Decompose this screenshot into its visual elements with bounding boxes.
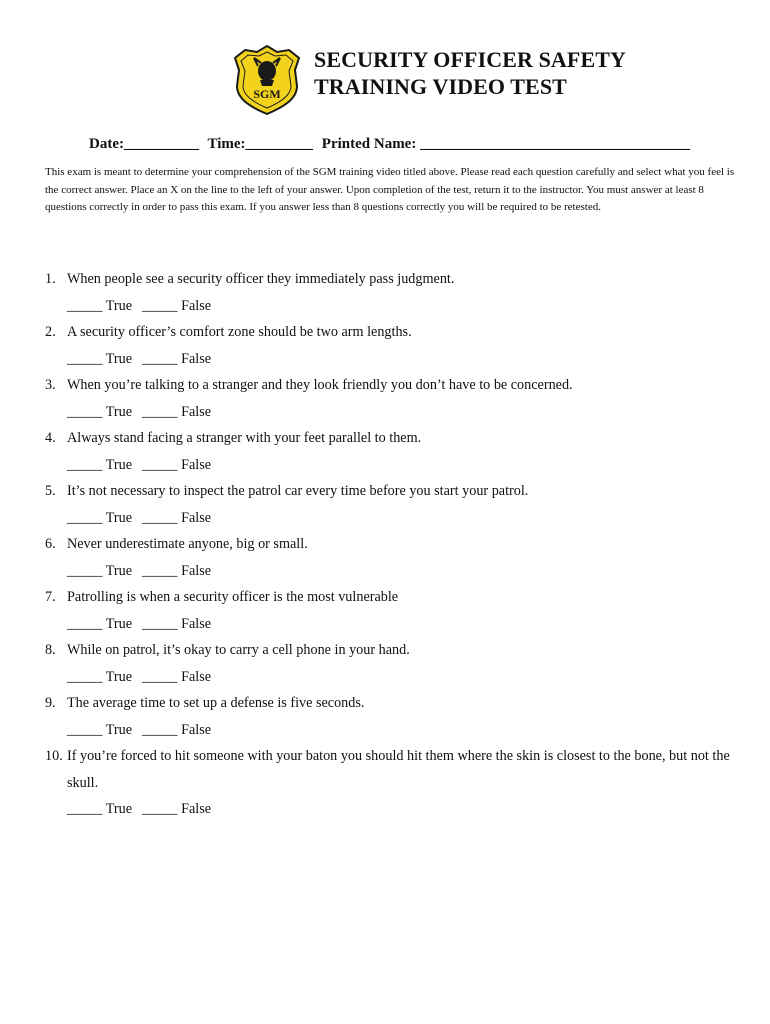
date-field[interactable]: Date:__________ bbox=[89, 136, 199, 152]
false-answer-blank[interactable]: _____ False bbox=[142, 297, 212, 314]
question-number: 4. bbox=[45, 430, 56, 446]
answer-options bbox=[45, 796, 745, 823]
question-item bbox=[45, 425, 745, 478]
true-answer-blank[interactable]: _____ True bbox=[67, 562, 133, 579]
question-text-row bbox=[45, 372, 745, 399]
question-text-row bbox=[45, 637, 745, 664]
question-item bbox=[45, 531, 745, 584]
question-text: If you’re forced to hit someone with your baton you should hit them where the skin is closest to the bone, but not the skull. bbox=[67, 748, 730, 791]
question-number: 7. bbox=[45, 589, 56, 605]
question-item bbox=[45, 478, 745, 531]
question-text: When you’re talking to a stranger and they look friendly you don’t have to be concerned. bbox=[67, 377, 573, 393]
question-item bbox=[45, 690, 745, 743]
question-number: 8. bbox=[45, 642, 56, 658]
true-answer-blank[interactable]: _____ True bbox=[67, 668, 133, 685]
true-answer-blank[interactable]: _____ True bbox=[67, 350, 133, 367]
answer-options bbox=[45, 611, 745, 638]
answer-options bbox=[45, 664, 745, 691]
question-text: It’s not necessary to inspect the patrol car every time before you start your patrol. bbox=[67, 483, 529, 499]
question-number: 10. bbox=[45, 748, 63, 764]
answer-options bbox=[45, 717, 745, 744]
question-text: Always stand facing a stranger with your feet parallel to them. bbox=[67, 430, 422, 446]
question-text: The average time to set up a defense is five seconds. bbox=[67, 695, 365, 711]
question-text: When people see a security officer they immediately pass judgment. bbox=[67, 271, 455, 287]
false-answer-blank[interactable]: _____ False bbox=[142, 721, 212, 738]
question-text-row bbox=[45, 319, 745, 346]
instructions-paragraph: This exam is meant to determine your comprehension of the SGM training video titled above. Please read each question carefully and select what you feel is the correct answer. Place an X on the line to the left of your answer. Upon completion of the test, return it to the instructor. You must answer at least 8 questions correctly in order to pass this exam. If you answer less than 8 questions correctly you will be required to be retested. bbox=[45, 166, 735, 213]
question-list bbox=[45, 266, 745, 823]
false-answer-blank[interactable]: _____ False bbox=[142, 801, 212, 817]
question-number: 9. bbox=[45, 695, 56, 711]
false-answer-blank[interactable]: _____ False bbox=[142, 615, 212, 632]
true-answer-blank[interactable]: _____ True bbox=[67, 297, 133, 314]
false-answer-blank[interactable]: _____ False bbox=[142, 668, 212, 685]
question-item bbox=[45, 372, 745, 425]
question-text-row bbox=[45, 584, 745, 611]
question-text-row bbox=[45, 531, 745, 558]
false-answer-blank[interactable]: _____ False bbox=[142, 350, 212, 367]
answer-options bbox=[45, 293, 745, 320]
time-field[interactable]: Time:_________ bbox=[207, 136, 314, 152]
false-answer-blank[interactable]: _____ False bbox=[142, 403, 212, 420]
question-item bbox=[45, 266, 745, 319]
true-answer-blank[interactable]: _____ True bbox=[67, 403, 133, 420]
shield-badge-icon bbox=[231, 44, 303, 116]
question-text-row bbox=[45, 743, 745, 796]
false-answer-blank[interactable]: _____ False bbox=[142, 456, 212, 473]
question-item bbox=[45, 584, 745, 637]
question-text-row bbox=[45, 266, 745, 293]
question-text: While on patrol, it’s okay to carry a cell phone in your hand. bbox=[67, 642, 410, 658]
question-text-row bbox=[45, 690, 745, 717]
question-item bbox=[45, 637, 745, 690]
question-number: 3. bbox=[45, 377, 56, 393]
answer-options bbox=[45, 399, 745, 426]
false-answer-blank[interactable]: _____ False bbox=[142, 509, 212, 526]
question-text-row bbox=[45, 478, 745, 505]
question-number: 5. bbox=[45, 483, 56, 499]
question-item bbox=[45, 319, 745, 372]
answer-options bbox=[45, 505, 745, 532]
printed-name-field[interactable]: Printed Name: ____________________________________ bbox=[321, 136, 691, 152]
true-answer-blank[interactable]: _____ True bbox=[67, 721, 133, 738]
answer-options bbox=[45, 558, 745, 585]
question-text: Patrolling is when a security officer is the most vulnerable bbox=[67, 589, 399, 605]
title-line-1: SECURITY OFFICER SAFETY bbox=[314, 47, 626, 72]
false-answer-blank[interactable]: _____ False bbox=[142, 562, 212, 579]
true-answer-blank[interactable]: _____ True bbox=[67, 509, 133, 526]
logo-text: SGM bbox=[253, 87, 281, 101]
sgm-badge-logo bbox=[231, 44, 303, 116]
header-fields bbox=[89, 136, 695, 153]
question-item bbox=[45, 743, 745, 823]
question-number: 2. bbox=[45, 324, 56, 340]
title-line-2: TRAINING VIDEO TEST bbox=[314, 74, 567, 99]
answer-options bbox=[45, 346, 745, 373]
question-number: 6. bbox=[45, 536, 56, 552]
true-answer-blank[interactable]: _____ True bbox=[67, 615, 133, 632]
true-answer-blank[interactable]: _____ True bbox=[67, 801, 133, 817]
question-number: 1. bbox=[45, 271, 56, 287]
question-text-row bbox=[45, 425, 745, 452]
question-text: A security officer’s comfort zone should be two arm lengths. bbox=[67, 324, 412, 340]
true-answer-blank[interactable]: _____ True bbox=[67, 456, 133, 473]
answer-options bbox=[45, 452, 745, 479]
page-title bbox=[314, 46, 626, 100]
question-text: Never underestimate anyone, big or small. bbox=[67, 536, 308, 552]
